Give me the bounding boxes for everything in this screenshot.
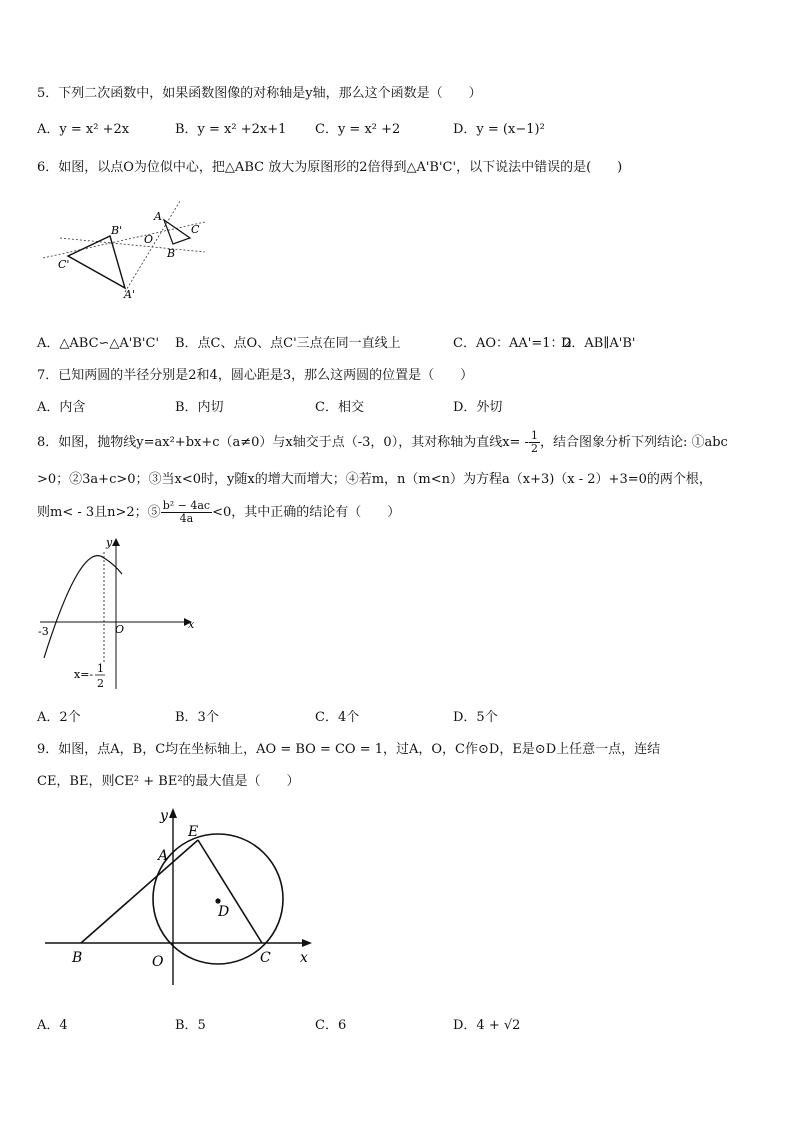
q8-figure [36, 534, 206, 694]
q8-stem-line-1 [37, 430, 728, 455]
q6-label-b: B [167, 247, 176, 260]
q9-options [37, 1014, 757, 1034]
q6-label-b-prime: B' [111, 224, 123, 237]
q5-option-a[interactable]: A．y = x² +2x [37, 122, 130, 137]
q9-stem-line-2: CE，BE，则CE² + BE²的最大值是（ ） [37, 774, 300, 789]
q6-option-a[interactable]: A．△ABC∽△A'B'C' [37, 336, 160, 351]
q8-label-y: y [106, 536, 113, 549]
q7-options [37, 396, 757, 416]
q6-option-b[interactable]: B．点C、点O、点C'三点在同一直线上 [175, 336, 401, 351]
q5-option-d[interactable]: D．y = (x−1)² [453, 122, 545, 137]
q8-label-axis-den: 2 [97, 677, 104, 690]
q9-label-b: B [72, 950, 83, 966]
q9-label-c: C [260, 950, 271, 966]
q9-segment-ce [198, 840, 262, 943]
q9-point-d [215, 898, 220, 903]
q8-parabola [44, 556, 125, 658]
q9-x-axis-arrow [302, 939, 312, 947]
q7-option-c[interactable]: C．相交 [315, 400, 364, 415]
q6-triangle-small [164, 220, 190, 244]
q6-label-a-prime: A' [124, 288, 135, 301]
q9-figure [40, 800, 320, 990]
q9-label-y: y [160, 808, 168, 824]
q6-stem: 6．如图，以点O为位似中心，把△ABC 放大为原图形的2倍得到△A'B'C'，以下说法中错误的是( ) [37, 160, 623, 175]
q8-option-b[interactable]: B．3个 [175, 710, 219, 725]
q8-option-a[interactable]: A．2个 [37, 710, 81, 725]
q8-label-axis-prefix: x=- [74, 668, 94, 681]
q7-option-a[interactable]: A．内含 [37, 400, 86, 415]
q6-line-c-o [43, 222, 205, 258]
q8-label-minus-3: -3 [38, 625, 49, 638]
q9-label-x: x [300, 950, 308, 966]
q9-label-d: D [218, 904, 230, 920]
q6-option-d[interactable]: D．AB∥A'B' [561, 336, 636, 351]
q6-label-c: C [191, 223, 200, 236]
q8-stem-line-3 [37, 500, 400, 525]
q9-label-a: A [158, 848, 169, 864]
q9-y-axis-arrow [169, 808, 177, 818]
q5-option-b[interactable]: B．y = x² +2x+1 [175, 122, 287, 137]
q8-stem-line-1-b: ，结合图象分析下列结论: ①abc [539, 435, 728, 450]
q9-option-b[interactable]: B．5 [175, 1018, 206, 1033]
q5-stem: 5．下列二次函数中，如果函数图像的对称轴是y轴，那么这个函数是（ ） [37, 86, 482, 101]
q8-label-x: x [188, 618, 195, 631]
q9-label-o: O [152, 954, 164, 970]
q9-segment-be [81, 840, 198, 943]
q5-options [37, 118, 757, 138]
q8-fraction-discriminant: $\frac{\text{b² − 4ac}}{4a}$ [162, 499, 211, 525]
q8-options [37, 706, 757, 726]
q6-label-a: A [154, 210, 162, 223]
q8-stem-line-1-a: 8．如图，抛物线y=ax²+bx+c（a≠0）与x轴交于点（-3，0），其对称轴为直线x= - [37, 435, 529, 450]
q7-option-d[interactable]: D．外切 [453, 400, 503, 415]
q8-label-axis-num: 1 [97, 662, 104, 675]
q6-option-c[interactable]: C．AO：AA'=1：2 [453, 336, 572, 351]
q6-options [37, 332, 757, 352]
q8-option-c[interactable]: C．4个 [315, 710, 360, 725]
q6-label-c-prime: C' [58, 258, 70, 271]
q8-fraction-half: $\frac{1}{2}$ [530, 429, 538, 455]
q9-option-d[interactable]: D．4 + √2 [453, 1018, 521, 1033]
q8-option-d[interactable]: D．5个 [453, 710, 498, 725]
q8-y-axis-arrow [112, 538, 120, 546]
q6-label-o: O [144, 233, 154, 246]
q9-option-c[interactable]: C．6 [315, 1018, 347, 1033]
q6-figure [40, 196, 220, 306]
q9-option-a[interactable]: A．4 [37, 1018, 68, 1033]
q8-stem-line-2: >0；②3a+c>0；③当x<0时，y随x的增大而增大；④若m，n（m<n）为方程a（x+3)（x - 2）+3=0的两个根， [37, 472, 712, 487]
q8-stem-line-3-b: <0，其中正确的结论有（ ） [212, 505, 401, 520]
q5-option-c[interactable]: C．y = x² +2 [315, 122, 401, 137]
q7-option-b[interactable]: B．内切 [175, 400, 224, 415]
q8-label-origin: O [115, 623, 125, 636]
q9-stem-line-1: 9．如图，点A，B，C均在坐标轴上，AO = BO = CO = 1，过A，O，C作⊙D，E是⊙D上任意一点，连结 [37, 742, 661, 757]
q8-stem-line-3-a: 则m< - 3且n>2；⑤ [37, 505, 161, 520]
q9-label-e: E [188, 824, 199, 840]
q7-stem: 7．已知两圆的半径分别是2和4，圆心距是3，那么这两圆的位置是（ ） [37, 368, 474, 383]
